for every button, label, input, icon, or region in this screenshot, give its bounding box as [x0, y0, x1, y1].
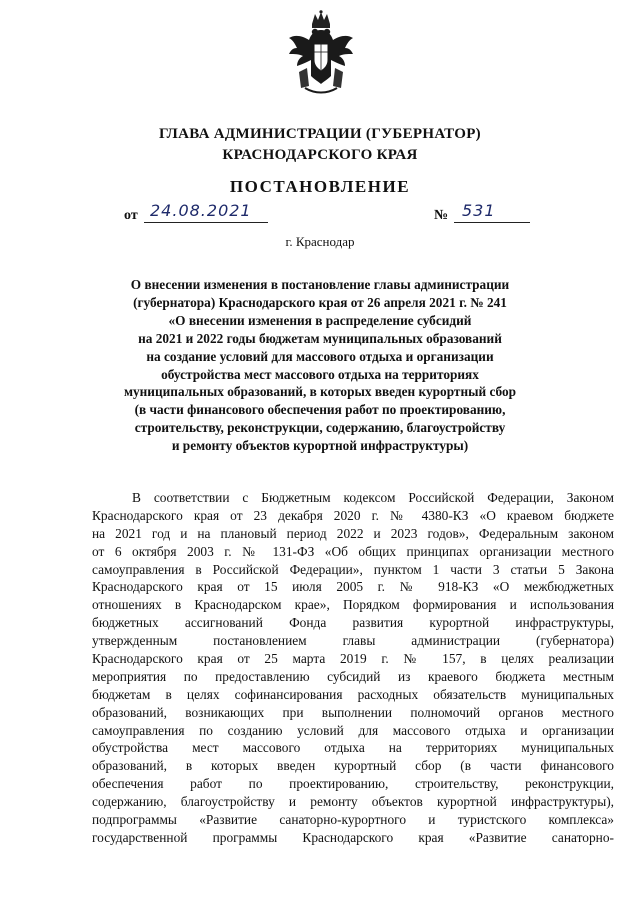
title-line: на создание условий для массового отдыха и организации [146, 348, 494, 364]
body-line: подпрограммы «Развитие санаторно-курортного и туристского комплекса» [92, 812, 614, 828]
resolution-body [92, 489, 614, 847]
title-line: (в части финансового обеспечения работ по проектированию, [134, 402, 506, 418]
document-type-heading: ПОСТАНОВЛЕНИЕ [229, 177, 411, 196]
coat-of-arms-icon [285, 10, 357, 94]
body-line: государственной программы Краснодарского края «Развитие санаторно- [92, 829, 614, 845]
authority-name-line-1: ГЛАВА АДМИНИСТРАЦИИ (ГУБЕРНАТОР) [159, 126, 481, 142]
title-line: обустройства мест массового отдыха на территориях [161, 366, 479, 382]
body-line: Краснодарского края от 15 июля 2005 г. № 918-КЗ «О межбюджетных [92, 579, 614, 595]
body-line: бюджетных ассигнований Фонда развития курортной инфраструктуры, [92, 615, 614, 631]
number-label: № [434, 208, 449, 223]
handwritten-date: 24.08.2021 [150, 201, 252, 220]
date-underline [144, 222, 268, 223]
body-line: В соответствии с Бюджетным кодексом Российской Федерации, Законом [132, 490, 614, 505]
title-line: «О внесении изменения в распределение субсидий [168, 312, 472, 328]
body-line: обустройства мест массового отдыха на территориях муниципальных [92, 740, 614, 756]
body-line: отношениях в Краснодарском крае», Порядком формирования и использования [92, 597, 614, 613]
title-line: муниципальных образований, в которых введен курортный сбор [123, 384, 517, 400]
title-line: О внесении изменения в постановление главы администрации [130, 277, 510, 292]
title-line: на 2021 и 2022 годы бюджетам муниципальных образований [138, 330, 502, 346]
body-line: содержанию, благоустройству и ремонту объектов курортной инфраструктуры), [92, 794, 614, 810]
title-line: (губернатора) Краснодарского края от 26 апреля 2021 г. № 241 [133, 294, 507, 310]
body-line: мероприятия по предоставлению субсидий из краевого бюджета местным [92, 668, 614, 684]
body-line: на 2021 год и на плановый период 2022 и 2023 годов», Федеральным законом [92, 525, 614, 541]
body-line: бюджетам в целях софинансирования расходных обязательств муниципальных [92, 686, 614, 702]
body-line: обеспечения работ по проектированию, строительству, реконструкции, [92, 776, 614, 792]
body-line: Краснодарского края от 25 марта 2019 г. № 157, в целях реализации [92, 651, 614, 667]
body-line: Краснодарского края от 23 декабря 2020 г. № 4380-КЗ «О краевом бюджете [92, 507, 614, 523]
body-line: образований, в которых введен курортный сбор (в части финансового [92, 758, 614, 774]
city-line: г. Краснодар [285, 234, 355, 249]
title-line: и ремонту объектов курортной инфраструктуры) [171, 438, 469, 454]
body-line: образований, возникающих при выполнении полномочий органов местного [92, 704, 614, 720]
authority-name-line-2: КРАСНОДАРСКОГО КРАЯ [222, 147, 418, 163]
body-line: самоуправления по созданию условий для массового отдыха и организации [92, 722, 614, 738]
handwritten-number: 531 [462, 201, 496, 220]
resolution-title [0, 276, 640, 455]
body-line: самоуправления в Российской Федерации», пунктом 1 части 3 статьи 5 Закона [92, 561, 614, 577]
title-line: строительству, реконструкции, содержанию, благоустройству [134, 420, 506, 436]
number-underline [454, 222, 530, 223]
body-line: утвержденным постановлением главы администрации (губернатора) [92, 633, 614, 649]
date-label: от [124, 208, 138, 223]
body-line: от 6 октября 2003 г. № 131-ФЗ «Об общих принципах организации местного [92, 543, 614, 559]
